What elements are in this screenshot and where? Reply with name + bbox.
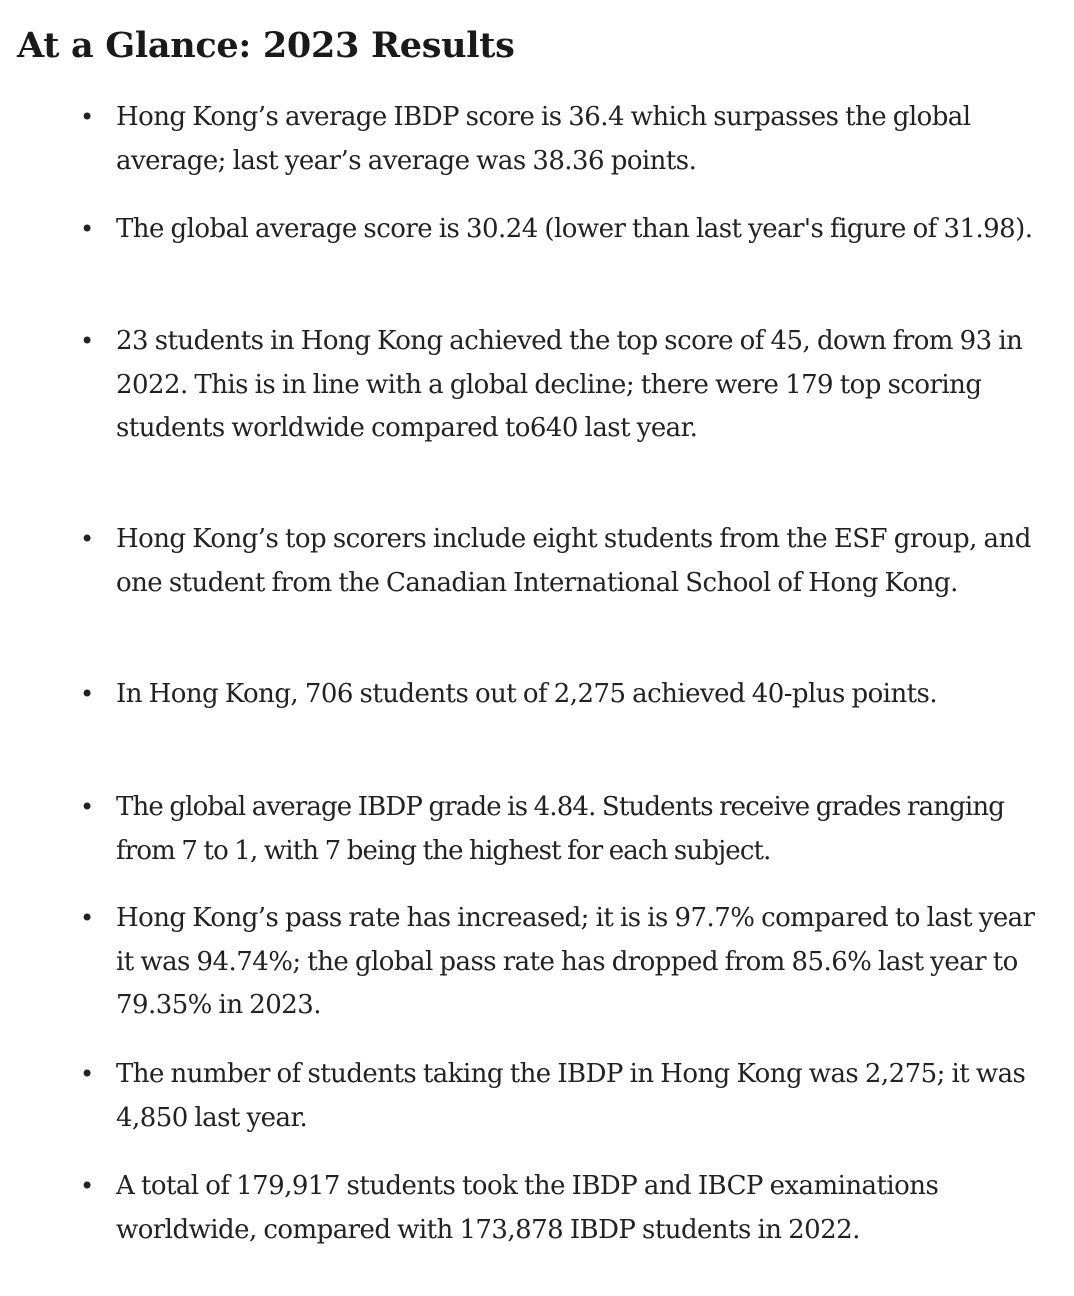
list-item: [80, 1053, 1040, 1140]
list-item: [80, 518, 1040, 605]
bullet-marker: •: [80, 525, 95, 553]
list-item-text: The global average score is 30.24 (lower than last year's figure of 31.98).: [116, 214, 1033, 244]
bullet-marker: •: [80, 1060, 95, 1088]
list-item: [80, 320, 1040, 451]
list-item: [80, 786, 1040, 873]
list-item: [80, 208, 1040, 252]
list-item: [80, 673, 1040, 717]
bullet-marker: •: [80, 1172, 95, 1200]
bullet-marker: •: [80, 904, 95, 932]
section-heading: At a Glance: 2023 Results: [17, 25, 515, 66]
bullet-marker: •: [80, 793, 95, 821]
list-item-text: 23 students in Hong Kong achieved the top score of 45, down from 93 in 2022. This is in line with a global decline; there were 179 top scoring students worldwide compared to640 last year.: [116, 326, 1023, 443]
bullet-marker: •: [80, 327, 95, 355]
list-item-text: In Hong Kong, 706 students out of 2,275 achieved 40-plus points.: [116, 679, 938, 709]
bullet-marker: •: [80, 103, 95, 131]
bullet-marker: •: [80, 215, 95, 243]
list-item-text: Hong Kong’s top scorers include eight students from the ESF group, and one student from the Canadian International School of Hong Kong.: [116, 524, 1031, 598]
list-item-text: The number of students taking the IBDP in Hong Kong was 2,275; it was 4,850 last year.: [116, 1059, 1026, 1133]
list-item-text: A total of 179,917 students took the IBDP and IBCP examinations worldwide, compared with 173,878 IBDP students in 2022.: [116, 1171, 939, 1245]
list-item-text: Hong Kong’s pass rate has increased; it is is 97.7% compared to last year it was 94.74%; the global pass rate has dropped from 85.6% last year to 79.35% in 2023.: [116, 903, 1035, 1020]
list-item-text: The global average IBDP grade is 4.84. Students receive grades ranging from 7 to 1, with 7 being the highest for each subject.: [116, 792, 1005, 866]
bullet-marker: •: [80, 680, 95, 708]
list-item-text: Hong Kong’s average IBDP score is 36.4 which surpasses the global average; last year’s average was 38.36 points.: [116, 102, 971, 176]
list-item: [80, 1165, 1040, 1252]
list-item: [80, 96, 1040, 183]
list-item: [80, 897, 1040, 1028]
